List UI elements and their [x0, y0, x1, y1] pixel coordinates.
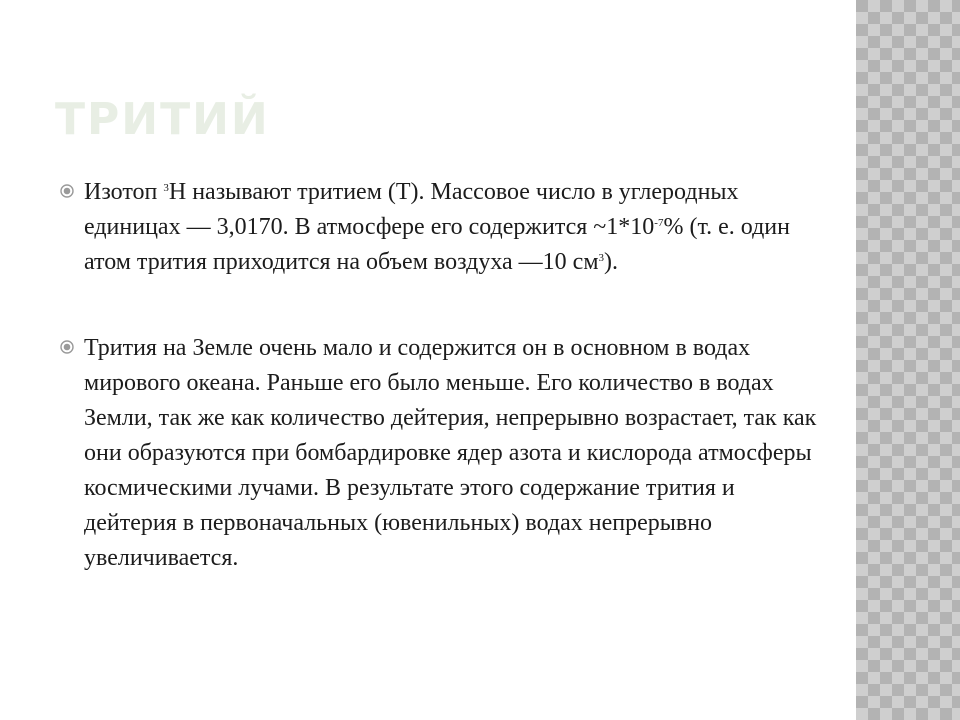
bullet-item: [60, 175, 820, 280]
bullet-text-part: Н называют тритием (Т). Массовое число в углеродных единицах — 3,0170. В атмосфере его содержится ~1*10: [84, 179, 739, 240]
bullet-item: [60, 331, 820, 576]
bullet-text-part: Изотоп: [84, 179, 164, 205]
superscript: -7: [654, 217, 664, 229]
superscript: 3: [598, 252, 604, 264]
superscript: 3: [163, 182, 169, 194]
bullet-ring-icon: [60, 340, 74, 354]
decorative-side-panel: [856, 0, 960, 720]
bullet-ring-icon: [60, 184, 74, 198]
bullet-text-part: Трития на Земле очень мало и содержится он в основном в водах мирового океана. Раньше его было меньше. Его количество в водах Земли, так же как количество дейтерия, непрерывно возрастает, так как они образуются при бомбардировке ядер азота и кислорода атмосферы космическими лучами. В результате этого содержание трития и дейтерия в первоначальных (ювенильных) водах непрерывно увеличивается.: [84, 335, 817, 571]
bullet-text-part: % (т. е. один атом трития приходится на объем воздуха —10 см: [84, 214, 790, 275]
bullet-text-part: ).: [604, 249, 618, 275]
slide-title: ТРИТИЙ: [55, 94, 270, 145]
bullet-list: [60, 175, 820, 576]
